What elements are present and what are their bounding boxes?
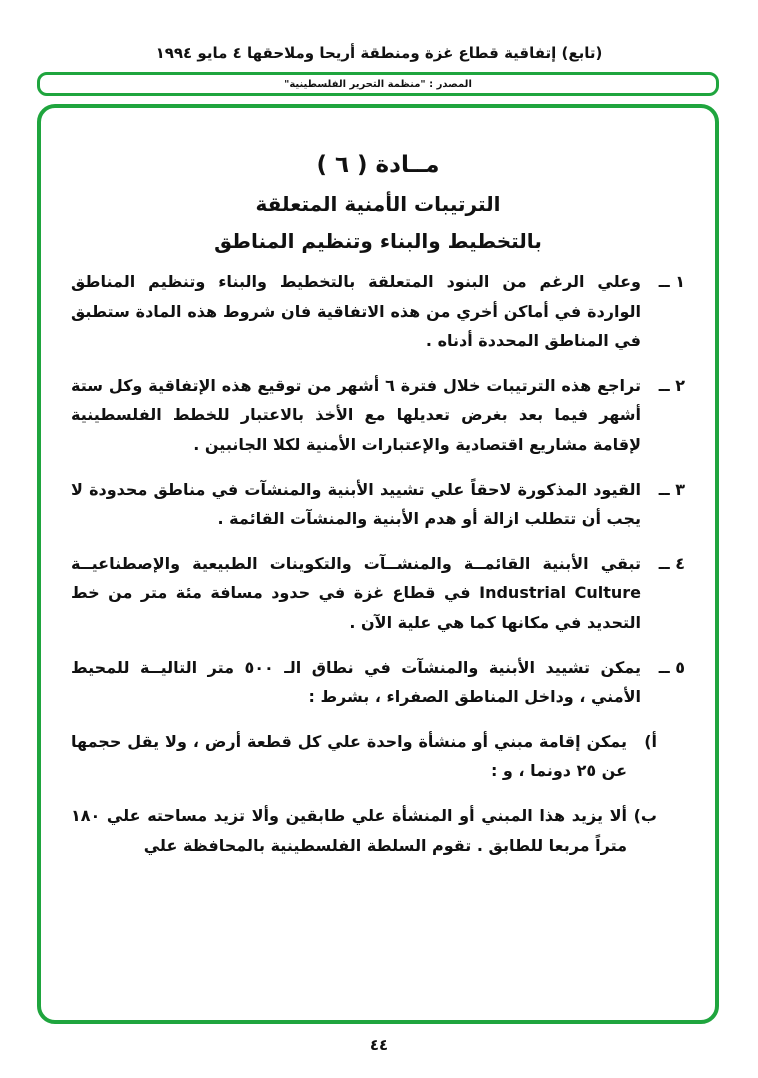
item-text-4: تبقي الأبنية القائمــة والمنشــآت والتكوينات الطبيعية والإصطناعيــة Industrial Culture في قطاع غزة في حدود مسافة مئة متر من خط التحديد في مكانها كما هي علية الآن . <box>71 553 642 632</box>
article-body <box>71 267 685 860</box>
article-subtitle-line1: الترتيبات الأمنية المتعلقة <box>255 192 501 216</box>
item-text-2: تراجع هذه الترتيبات خلال فترة ٦ أشهر من توقيع هذه الإتفاقية وكل ستة أشهر فيما بعد بغرض تعديلها مع الأخذ بالاعتبار للخطط الفلسطينية لإقامة مشاريع اقتصادية والإعتبارات الأمنية لكلا الجانبين . <box>71 375 641 454</box>
item-text-1: وعلي الرغم من البنود المتعلقة بالتخطيط والبناء وتنظيم المناطق الواردة في أماكن أخري من هذه الاتفاقية فان شروط هذه المادة ستطبق في المناطق المحددة أدناه . <box>71 272 641 351</box>
item-text-3: القيود المذكورة لاحقاً علي تشييد الأبنية والمنشآت في مناطق محدودة لا يجب أن تتطلب ازالة أو هدم الأبنية والمنشآت القائمة . <box>71 479 641 529</box>
article-item-3 <box>71 475 685 534</box>
item-number-5: ٥ ــ <box>658 657 685 677</box>
article-title: مــادة ( ٦ ) <box>316 152 440 178</box>
subitem-text-b: ألا يزيد هذا المبني أو المنشأة علي طابقين وألا تزيد مساحته علي ١٨٠ متراً مربعا للطابق . تقوم السلطة الفلسطينية بالمحافظة علي <box>71 805 627 855</box>
document-header-title: (تابع) إتفاقية قطاع غزة ومنطقة أريحا وملاحقها ٤ مايو ١٩٩٤ <box>155 44 603 62</box>
source-label: المصدر : "منظمة التحرير الفلسطينية" <box>284 78 472 90</box>
source-box <box>37 72 719 96</box>
article-item-1 <box>71 267 685 356</box>
item-text-5: يمكن تشييد الأبنية والمنشآت في نطاق الـ ٥٠٠ متر التاليــة للمحيط الأمني ، وداخل المناطق الصفراء ، بشرط : <box>71 657 641 707</box>
article-item-5 <box>71 653 685 712</box>
item-number-3: ٣ ــ <box>658 479 685 499</box>
article-item-2 <box>71 371 685 460</box>
item-number-4: ٤ ــ <box>658 553 685 573</box>
item-number-1: ١ ــ <box>658 272 685 291</box>
subitem-letter-a: أ) <box>644 731 657 751</box>
page-number: ٤٤ <box>369 1036 389 1054</box>
item-number-2: ٢ ــ <box>658 375 685 395</box>
article-subtitle-line2: بالتخطيط والبناء وتنظيم المناطق <box>214 229 542 253</box>
subitem-text-a: يمكن إقامة مبني أو منشأة واحدة علي كل قطعة أرض ، ولا يقل حجمها عن ٢٥ دونما ، و : <box>71 731 627 781</box>
article-subitem-a <box>71 727 657 786</box>
article-item-4 <box>71 549 685 638</box>
article-subitem-b <box>71 801 657 860</box>
subitem-letter-b: ب) <box>633 805 657 825</box>
document-frame <box>37 104 719 1024</box>
